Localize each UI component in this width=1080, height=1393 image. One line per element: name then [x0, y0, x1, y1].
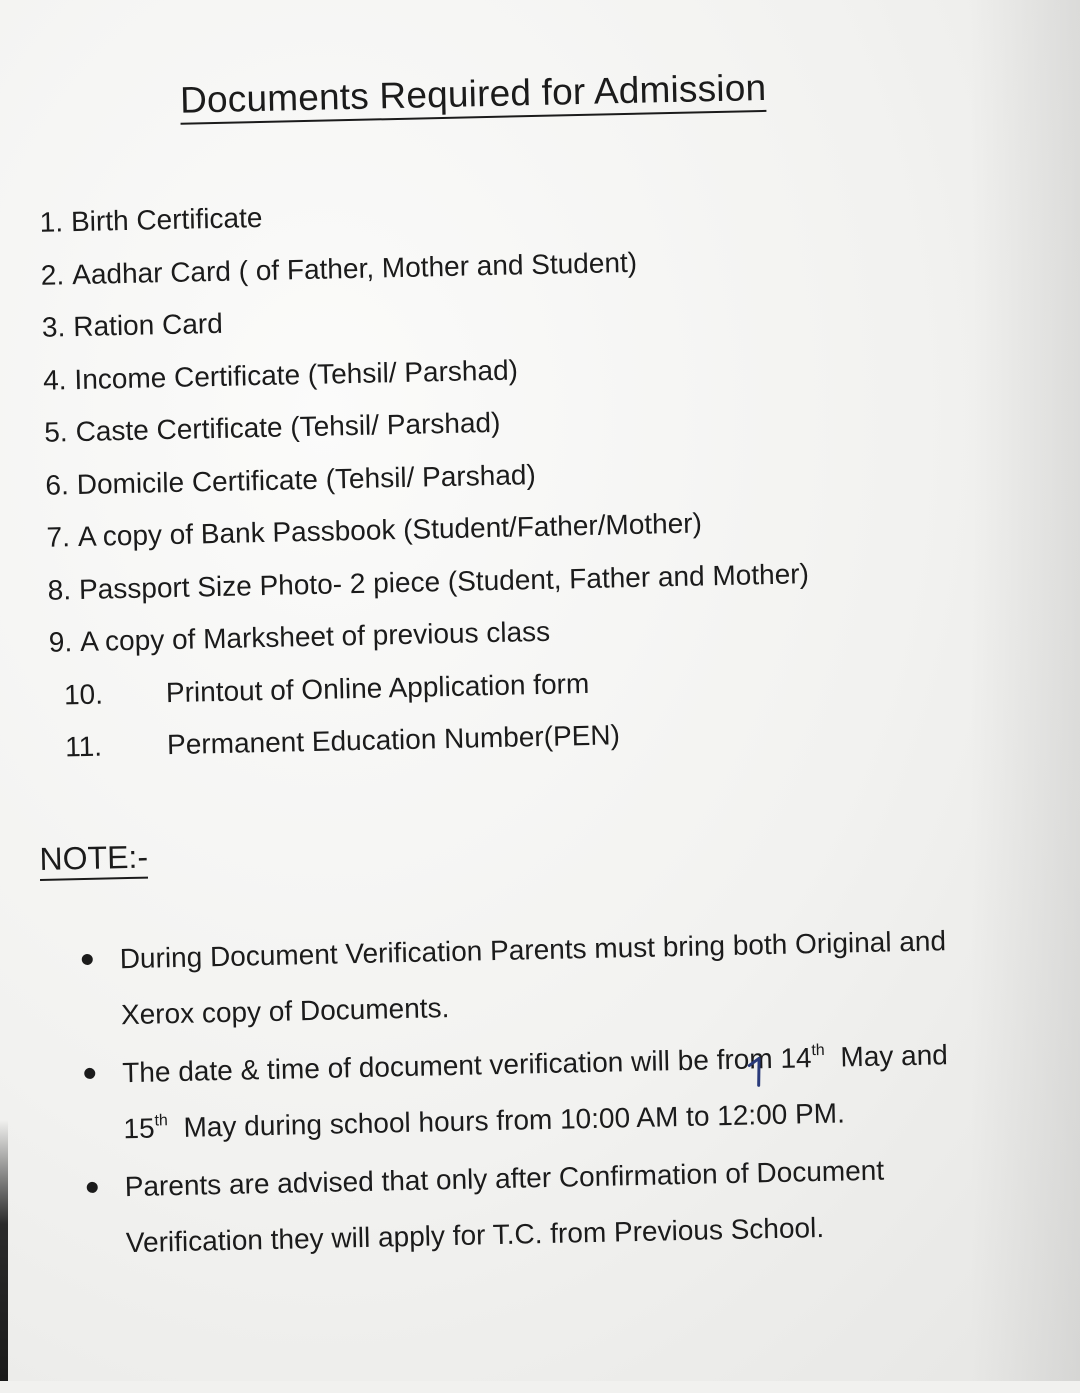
- item-number: 3.: [41, 311, 66, 343]
- item-number: 7.: [46, 521, 71, 553]
- note-item: [79, 912, 1021, 1044]
- note-item: [84, 1140, 1026, 1272]
- item-number: 10.: [63, 678, 104, 710]
- note-text: May and: [824, 1039, 949, 1073]
- required-documents-list: [39, 186, 813, 780]
- note-text: The date & time of document verification will be from 14: [121, 1042, 812, 1089]
- item-number: 1.: [39, 206, 64, 238]
- item-text: Birth Certificate: [70, 201, 263, 238]
- item-text: Printout of Online Application form: [165, 667, 590, 708]
- item-text: Aadhar Card ( of Father, Mother and Student): [71, 246, 638, 290]
- paper-edge-left: [0, 1120, 8, 1381]
- item-number: 9.: [48, 626, 73, 658]
- item-text: Passport Size Photo- 2 piece (Student, Father and Mother): [78, 557, 810, 605]
- note-line: Verification they will apply for T.C. from Previous School.: [125, 1211, 825, 1259]
- item-text: Ration Card: [72, 307, 224, 343]
- ordinal-suffix: th: [154, 1112, 168, 1130]
- item-text: Domicile Certificate (Tehsil/ Parshad): [76, 458, 537, 500]
- note-line: Xerox copy of Documents.: [120, 992, 450, 1031]
- bullet-icon: [82, 954, 93, 965]
- note-text: 15: [123, 1112, 155, 1145]
- ordinal-suffix: th: [811, 1041, 825, 1060]
- note-line: Parents are advised that only after Confirmation of Document: [124, 1154, 885, 1203]
- item-number: 4.: [42, 363, 67, 396]
- note-line: During Document Verification Parents must bring both Original and: [119, 925, 947, 975]
- document-title: Documents Required for Admission: [180, 69, 767, 125]
- bullet-icon: [84, 1068, 95, 1079]
- item-text: A copy of Marksheet of previous class: [79, 615, 551, 658]
- item-number: 8.: [47, 573, 72, 606]
- notes-list: [79, 912, 1026, 1274]
- note-text: May during school hours from 10:00 AM to 12:00 PM.: [167, 1097, 846, 1144]
- item-text: Permanent Education Number(PEN): [166, 719, 621, 761]
- item-text: Income Certificate (Tehsil/ Parshad): [74, 353, 519, 395]
- item-number: 6.: [45, 468, 70, 501]
- bullet-icon: [87, 1182, 98, 1193]
- item-text: A copy of Bank Passbook (Student/Father/Mother): [77, 507, 703, 553]
- note-item: [82, 1026, 1024, 1158]
- note-heading: NOTE:-: [39, 841, 148, 881]
- item-number: 5.: [43, 416, 68, 448]
- item-number: 2.: [40, 258, 65, 291]
- item-text: Caste Certificate (Tehsil/ Parshad): [75, 406, 501, 448]
- item-number: 11.: [64, 730, 103, 763]
